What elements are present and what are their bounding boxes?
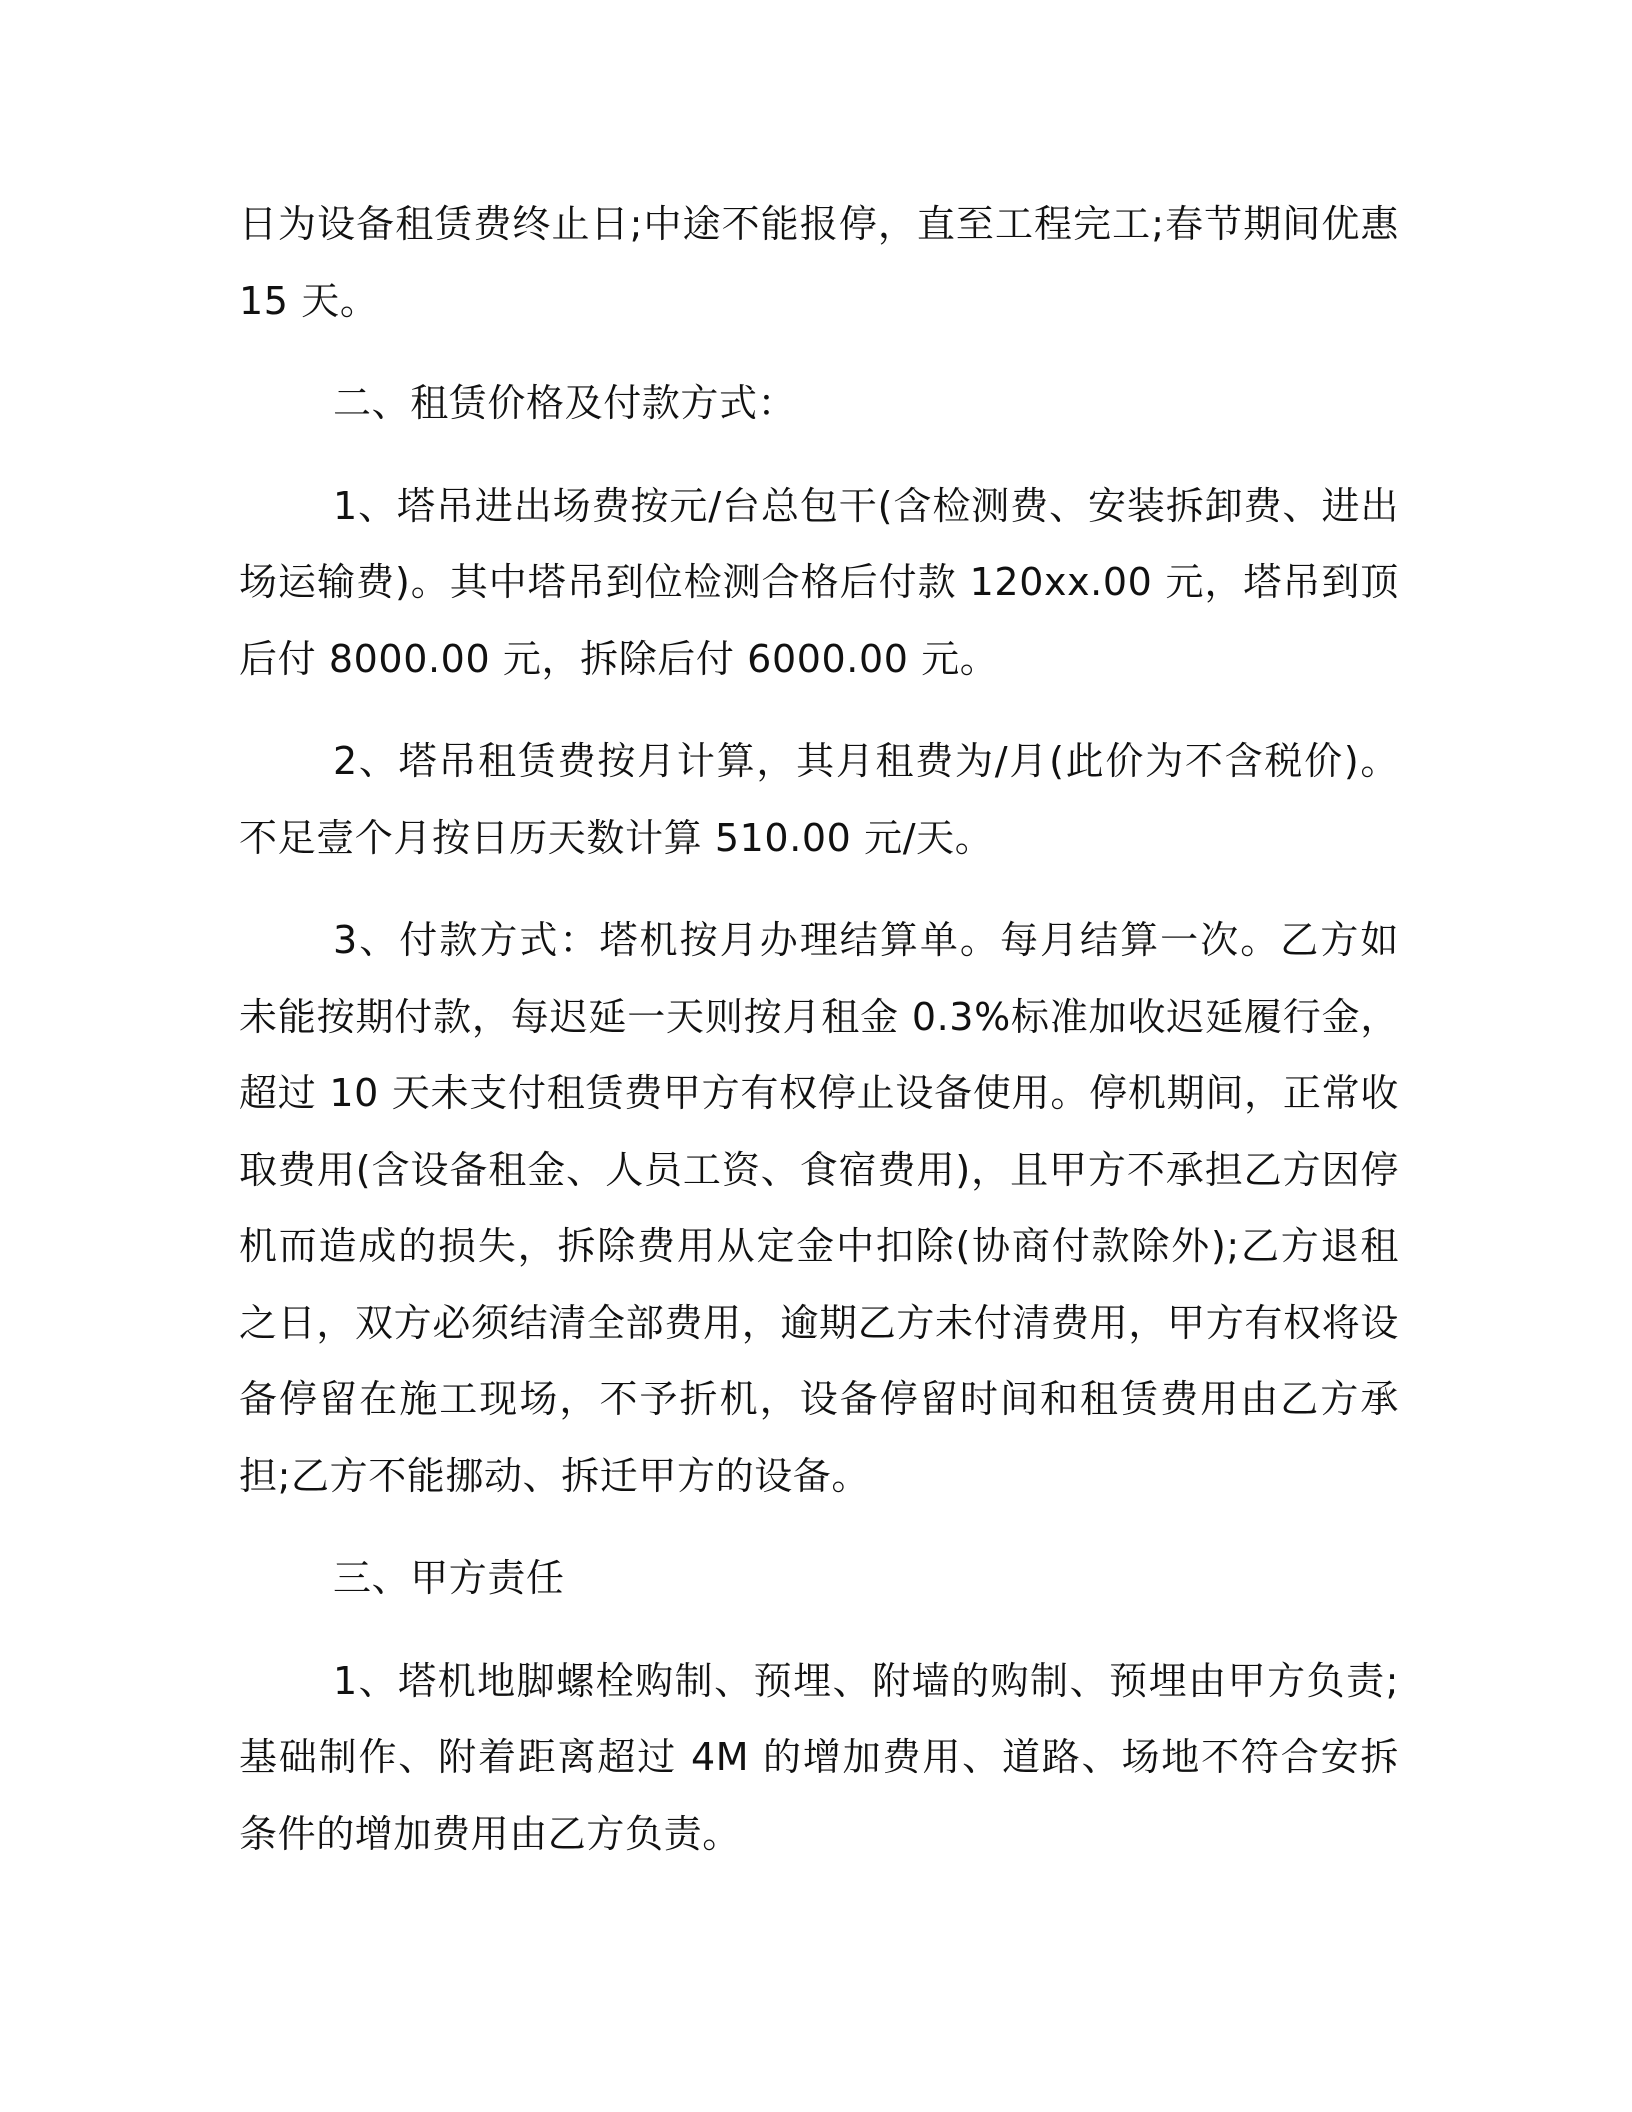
paragraph-item-2-monthly-rent: 2、塔吊租赁费按月计算，其月租费为/月(此价为不含税价)。不足壹个月按日历天数计算 510.00 元/天。 bbox=[239, 739, 1399, 860]
paragraph-continuation: 日为设备租赁费终止日;中途不能报停，直至工程完工;春节期间优惠15 天。 bbox=[239, 202, 1399, 323]
document-body bbox=[239, 186, 1399, 1898]
section-heading-party-a-responsibility: 三、甲方责任 bbox=[333, 1556, 565, 1600]
paragraph-item-1-entry-exit-fee: 1、塔吊进出场费按元/台总包干(含检测费、安装拆卸费、进出场运输费)。其中塔吊到位检测合格后付款 120xx.00 元，塔吊到顶后付 8000.00 元，拆除后付 6000.00 元。 bbox=[239, 483, 1399, 681]
section-heading-rental-price: 二、租赁价格及付款方式： bbox=[333, 381, 797, 425]
paragraph-item-1-anchor-bolts: 1、塔机地脚螺栓购制、预埋、附墙的购制、预埋由甲方负责;基础制作、附着距离超过 4M 的增加费用、道路、场地不符合安拆条件的增加费用由乙方负责。 bbox=[239, 1658, 1399, 1856]
paragraph-item-3-payment-method: 3、付款方式：塔机按月办理结算单。每月结算一次。乙方如未能按期付款，每迟延一天则按月租金 0.3%标准加收迟延履行金，超过 10 天未支付租赁费甲方有权停止设备使用。停机期间，正常收取费用(含设备租金、人员工资、食宿费用)，且甲方不承担乙方因停机而造成的损失，拆除费用从定金中扣除(协商付款除外);乙方退租之日，双方必须结清全部费用，逾期乙方未付清费用，甲方有权将设备停留在施工现场，不予折机，设备停留时间和租赁费用由乙方承担;乙方不能挪动、拆迁甲方的设备。 bbox=[239, 918, 1399, 1498]
